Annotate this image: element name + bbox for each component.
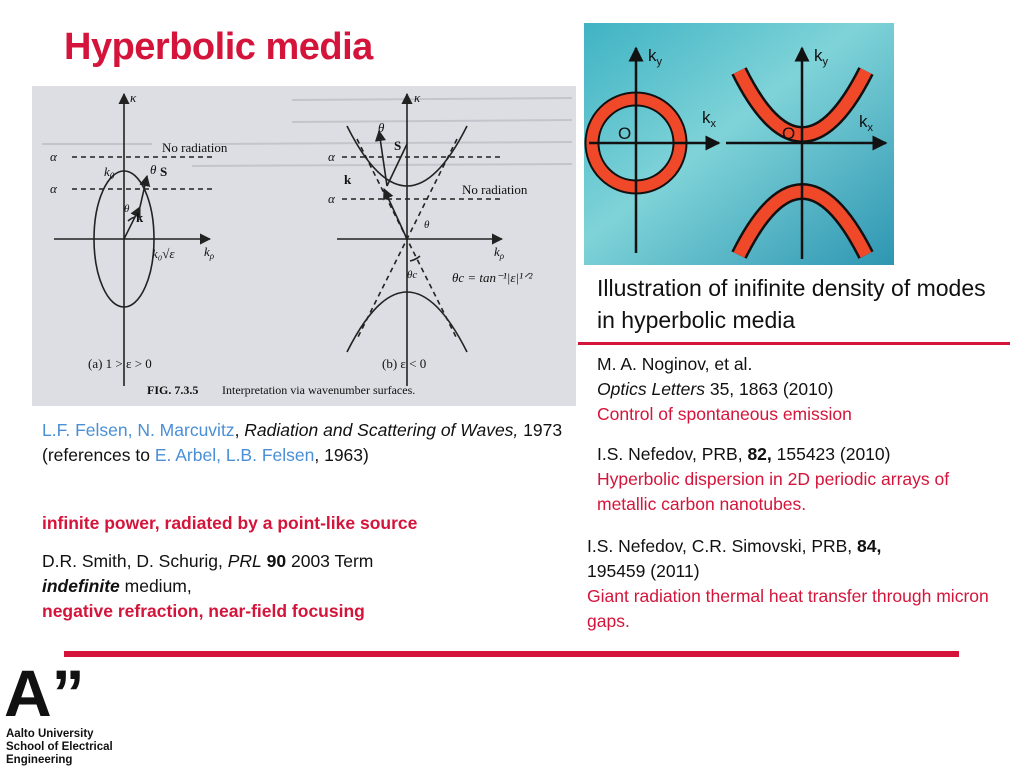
- smith-year-term: 2003 Term: [286, 551, 374, 571]
- felsen-refs-suffix: , 1963): [314, 445, 369, 465]
- svg-text:k0: [104, 164, 115, 181]
- ref3-topic: Giant radiation thermal heat transfer through micron gaps.: [587, 586, 989, 631]
- smith-journal: PRL: [227, 551, 262, 571]
- svg-text:kρ: [494, 244, 505, 261]
- label-ky-right: k: [814, 46, 823, 65]
- logo-line3: Engineering: [6, 754, 73, 766]
- felsen-comma: ,: [234, 420, 245, 440]
- footer-divider: [64, 651, 959, 657]
- smith-effects: negative refraction, near-field focusing: [42, 601, 365, 621]
- label-k-b: k: [344, 172, 352, 187]
- label-no-radiation-b: No radiation: [462, 182, 528, 197]
- wavenumber-surfaces-figure: [32, 86, 576, 406]
- ref2-authors: I.S. Nefedov, PRB,: [597, 444, 748, 464]
- label-k0: k: [104, 164, 110, 179]
- label-theta-c-formula: θc = tan⁻¹|ε|¹ᐟ²: [452, 270, 533, 285]
- logo-glyph: A”: [4, 660, 85, 720]
- label-ky-right-sub: y: [822, 56, 828, 68]
- figure-number: FIG. 7.3.5: [147, 383, 199, 397]
- ref1-topic: Control of spontaneous emission: [597, 404, 852, 424]
- label-case-b: (b) ε < 0: [382, 356, 427, 371]
- label-theta-a: θ: [150, 162, 157, 177]
- infinite-power-statement: infinite power, radiated by a point-like source: [42, 513, 418, 533]
- ref3-volume: 84,: [857, 536, 882, 556]
- logo-line2: School of Electrical: [6, 741, 113, 753]
- label-no-radiation-a: No radiation: [162, 140, 228, 155]
- aalto-logo: [4, 656, 144, 768]
- ref1-journal: Optics Letters: [597, 379, 705, 399]
- label-theta-b: θ: [378, 120, 385, 135]
- label-S-b: S: [394, 138, 402, 153]
- label-origin-left: O: [618, 124, 632, 143]
- label-krho-b: k: [494, 244, 500, 259]
- label-kx-right-sub: x: [867, 122, 873, 134]
- label-kx-right: k: [859, 112, 868, 131]
- felsen-refs-prefix: (references to: [42, 445, 155, 465]
- logo-line1: Aalto University: [6, 728, 94, 740]
- label-kx-left: k: [702, 108, 711, 127]
- dispersion-illustration: [584, 23, 894, 265]
- label-alpha-a1: α: [50, 149, 57, 164]
- label-kappa-a: κ: [130, 90, 137, 105]
- ref2-volume: 82,: [747, 444, 772, 464]
- label-kx-left-sub: x: [710, 118, 716, 130]
- reference-smith: [42, 549, 572, 624]
- label-alpha-b2: α: [328, 191, 335, 206]
- label-k0-sub: 0: [109, 171, 115, 181]
- label-ky-left-sub: y: [656, 56, 662, 68]
- reference-felsen: [42, 418, 572, 468]
- ref2-topic: Hyperbolic dispersion in 2D periodic arrays of metallic carbon nanotubes.: [597, 469, 950, 514]
- label-case-a: (a) 1 > ε > 0: [88, 356, 152, 371]
- ref3-pages: 195459 (2011): [587, 561, 700, 581]
- label-krho-b-sub: ρ: [499, 251, 505, 261]
- hyperbolic-illustration: [584, 23, 894, 265]
- ref3-authors: I.S. Nefedov, C.R. Simovski, PRB,: [587, 536, 858, 556]
- slide-title: Hyperbolic media: [64, 26, 373, 68]
- smith-volume: 90: [261, 551, 287, 571]
- smith-authors: D.R. Smith, D. Schurig,: [42, 551, 228, 571]
- smith-medium: medium,: [119, 576, 192, 596]
- label-S-a: S: [160, 164, 168, 179]
- label-theta-c: θc: [407, 269, 418, 281]
- smith-indefinite: indefinite: [42, 576, 120, 596]
- ref1-authors: M. A. Noginov, et al.: [597, 354, 753, 374]
- reference-nefedov-2010: [597, 442, 1007, 517]
- reference-noginov: [597, 352, 1007, 427]
- figure-caption: Interpretation via wavenumber surfaces.: [222, 383, 416, 397]
- illustration-caption: Illustration of inifinite density of modes in hyperbolic media: [597, 275, 986, 333]
- label-alpha-b1: α: [328, 149, 335, 164]
- reference-nefedov-2011: [587, 534, 1007, 634]
- label-k0-sqrt: k₀√ε: [152, 246, 175, 261]
- label-theta-a2: θ: [124, 203, 130, 215]
- label-k-a: k: [136, 210, 144, 225]
- scanned-figure: [32, 86, 576, 406]
- caption-divider: [578, 342, 1010, 345]
- label-ky-left: k: [648, 46, 657, 65]
- svg-text:kρ: [204, 244, 215, 261]
- label-krho-a: k: [204, 244, 210, 259]
- label-theta-b2: θ: [424, 219, 430, 231]
- label-krho-a-sub: ρ: [209, 251, 215, 261]
- ref1-volume-year: 35, 1863 (2010): [704, 379, 834, 399]
- label-kappa-b: κ: [414, 90, 421, 105]
- ref2-pages: 155423 (2010): [771, 444, 891, 464]
- felsen-book: Radiation and Scattering of Waves,: [244, 420, 519, 440]
- felsen-refs-authors: E. Arbel, L.B. Felsen: [154, 445, 315, 465]
- aalto-logo-mark: [4, 660, 94, 720]
- label-alpha-a2: α: [50, 181, 57, 196]
- felsen-year: 1973: [518, 420, 563, 440]
- felsen-authors: L.F. Felsen, N. Marcuvitz: [42, 420, 235, 440]
- label-origin-right: O: [782, 124, 796, 143]
